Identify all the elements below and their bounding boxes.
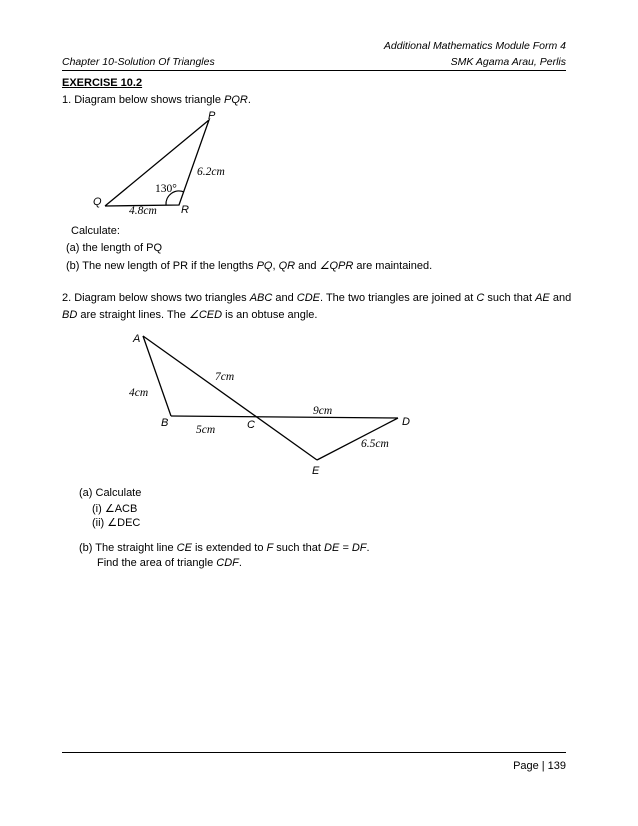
q2-side-cd: 9cm	[313, 405, 333, 417]
q2-b-eq: DE = DF	[324, 542, 367, 554]
q1-part-a: (a) the length of PQ	[66, 242, 162, 254]
q2-line2-a: are straight lines. The	[77, 309, 189, 321]
q2-b-ce: CE	[176, 542, 192, 554]
header-chapter: Chapter 10-Solution Of Triangles	[62, 56, 215, 68]
q1-b-pre: (b) The new length of PR if the lengths	[66, 260, 257, 272]
q2-side-de: 6.5cm	[361, 438, 389, 450]
q2-line1-c2: such that	[484, 292, 536, 304]
q2-b-mid: is extended to	[191, 542, 267, 554]
q2-line-ab	[143, 336, 171, 416]
q2-label-e: E	[312, 465, 320, 477]
q2-line1-cde: CDE	[296, 292, 321, 304]
q1-b-pq: PQ	[256, 260, 273, 272]
q1-label-q: Q	[93, 196, 102, 208]
footer-rule	[62, 752, 566, 753]
q1-label-p: P	[208, 110, 216, 122]
q2-side-ab: 4cm	[129, 387, 149, 399]
page-value: 139	[547, 760, 566, 772]
q2-b-pre: (b) The straight line	[79, 542, 177, 554]
q1-b-qr: QR	[278, 260, 296, 272]
header-school: SMK Agama Arau, Perlis	[450, 56, 566, 68]
q2-b-cdf: CDF	[216, 557, 239, 569]
q2-b-line2	[97, 557, 242, 569]
q1-b-and: and	[295, 260, 320, 272]
page-number	[513, 760, 566, 772]
q2-label-c: C	[247, 419, 255, 431]
q1-angle-label: 130°	[155, 183, 177, 195]
q2-side-bc: 5cm	[196, 424, 216, 436]
q2-line1-abc: ABC	[249, 292, 273, 304]
q1-prompt-post: .	[247, 94, 251, 106]
q2-label-d: D	[402, 416, 410, 428]
q2-b-line2-post: .	[238, 557, 242, 569]
q2-line2-angle: ∠CED	[188, 309, 223, 321]
q2-line-ae	[143, 336, 317, 460]
q1-side-qr: 4.8cm	[129, 205, 157, 217]
q2-b-dot: .	[366, 542, 370, 554]
q1-calculate: Calculate:	[71, 225, 120, 237]
q2-label-a: A	[133, 333, 141, 345]
q2-b-line2-pre: Find the area of triangle	[97, 557, 217, 569]
q2-a-i: (i) ∠ACB	[92, 503, 138, 515]
q1-b-post: are maintained.	[353, 260, 433, 272]
q1-side-pr: 6.2cm	[197, 166, 225, 178]
q1-b-angle: ∠QPR	[319, 260, 354, 272]
q2-line1-end: and	[549, 292, 572, 304]
q2-a-ii: (ii) ∠DEC	[92, 517, 141, 529]
q2-line1-b: . The two triangles are joined at	[320, 292, 477, 304]
q2-line-bd	[171, 416, 398, 418]
page-separator: |	[541, 760, 545, 772]
q2-label-b: B	[161, 417, 169, 429]
q1-prompt-name: PQR	[224, 94, 248, 106]
q1-b-comma: ,	[272, 260, 279, 272]
q2-side-ac: 7cm	[215, 371, 235, 383]
exercise-title: EXERCISE 10.2	[62, 77, 143, 89]
q1-prompt-pre: 1. Diagram below shows triangle	[62, 94, 225, 106]
q2-line1-a: 2. Diagram below shows two triangles	[62, 292, 250, 304]
q2-a-head: (a) Calculate	[79, 487, 142, 499]
q1-label-r: R	[181, 204, 189, 216]
q2-line2-bd: BD	[62, 309, 78, 321]
header-module-title: Additional Mathematics Module Form 4	[383, 40, 566, 52]
q2-line1-c: C	[476, 292, 485, 304]
page-label: Page	[513, 760, 539, 772]
q2-b-line1	[79, 542, 370, 554]
q2-b-such: such that	[273, 542, 325, 554]
q2-line1-and: and	[272, 292, 297, 304]
q2-line2-b: is an obtuse angle.	[222, 309, 318, 321]
q2-b-f: F	[266, 542, 274, 554]
q2-line1-ae: AE	[535, 292, 550, 304]
